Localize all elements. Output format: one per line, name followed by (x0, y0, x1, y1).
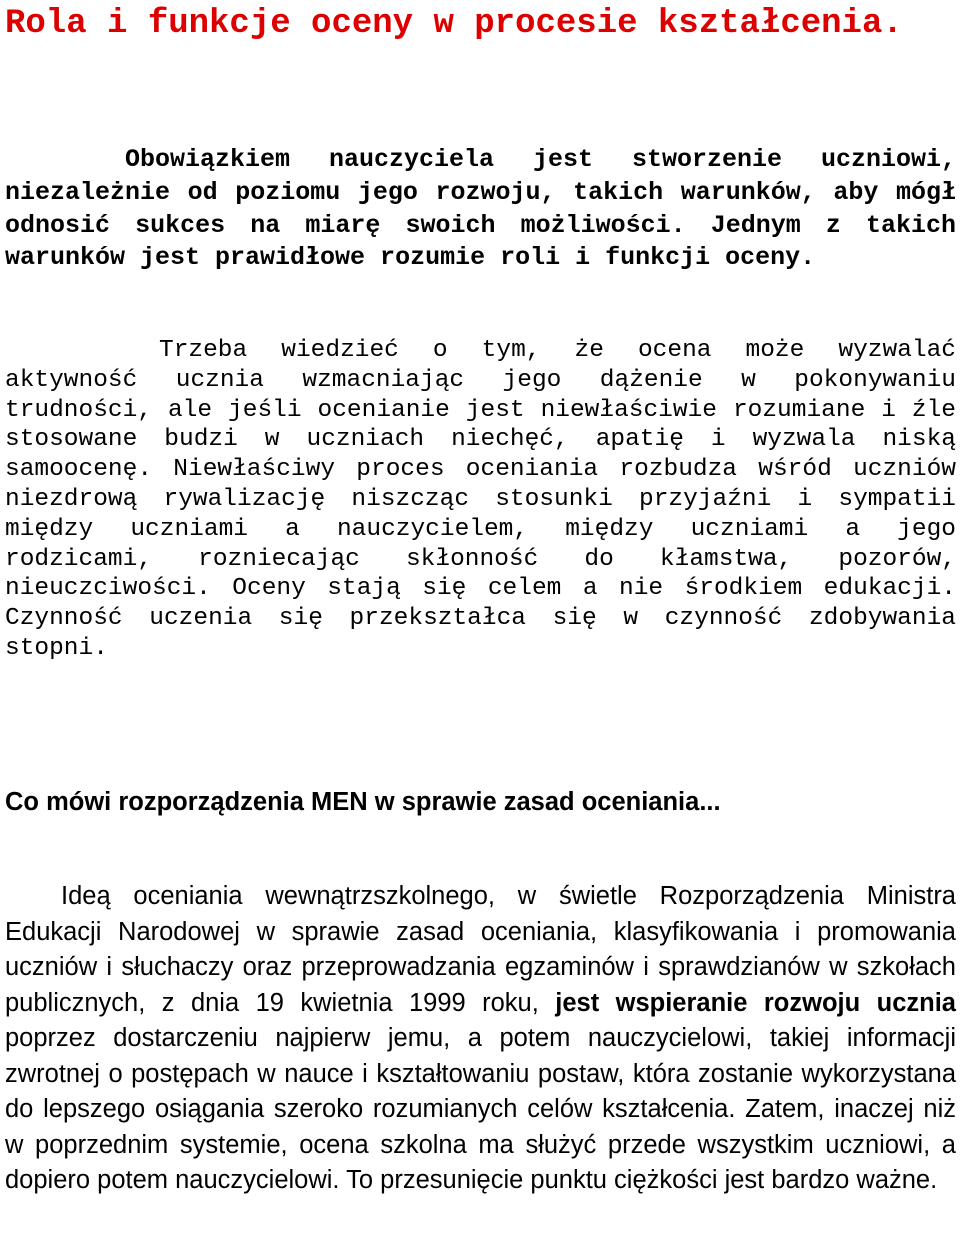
document-title: Rola i funkcje oceny w procesie kształcenia. (5, 5, 903, 43)
section-heading: Co mówi rozporządzenia MEN w sprawie zasad oceniania... (5, 788, 721, 816)
men-paragraph-emphasis: jest wspieranie rozwoju ucznia (555, 988, 956, 1017)
intro-paragraph: Obowiązkiem nauczyciela jest stworzenie uczniowi, niezależnie od poziomu jego rozwoju, takich warunków, aby mógł odnosić sukces na miarę swoich możliwości. Jednym z takich warunków jest prawidłowe rozumie roli i funkcji oceny. (5, 145, 956, 273)
assessment-effects-paragraph: Trzeba wiedzieć o tym, że ocena może wyzwalać aktywność ucznia wzmacniając jego dążenie w pokonywaniu trudności, ale jeśli ocenianie jest niewłaściwie rozumiane i źle stosowane budzi w uczniach niechęć, apatię i wyzwala niską samoocenę. Niewłaściwy proces oceniania rozbudza wśród uczniów niezdrową rywalizację niszcząc stosunki przyjaźni i sympatii między uczniami a nauczycielem, między uczniami a jego rodzicami, rozniecając skłonność do kłamstwa, pozorów, nieuczciwości. Oceny stają się celem a nie środkiem edukacji. Czynność uczenia się przekształca się w czynność zdobywania stopni. (5, 337, 956, 662)
men-regulation-paragraph (5, 879, 956, 1199)
men-paragraph-text-end: poprzez dostarczeniu najpierw jemu, a potem nauczycielowi, takiej informacji zwrotnej o postępach w nauce i kształtowaniu postaw, która zostanie wykorzystana do lepszego osiągania szeroko rozumianych celów kształcenia. Zatem, inaczej niż w poprzednim systemie, ocena szkolna ma służyć przede wszystkim uczniowi, a dopiero potem nauczycielowi. To przesunięcie punktu ciężkości jest bardzo ważne. (5, 1024, 956, 1194)
document-page (5, 0, 956, 1194)
men-paragraph-text-start: Ideą oceniania wewnątrzszkolnego, w świetle Rozporządzenia Ministra Edukacji Narodowej w sprawie zasad oceniania, klasyfikowania i promowania uczniów i słuchaczy oraz przeprowadzania egzaminów i sprawdzianów w szkołach publicznych, z dnia 19 kwietnia 1999 roku, (5, 882, 956, 1017)
